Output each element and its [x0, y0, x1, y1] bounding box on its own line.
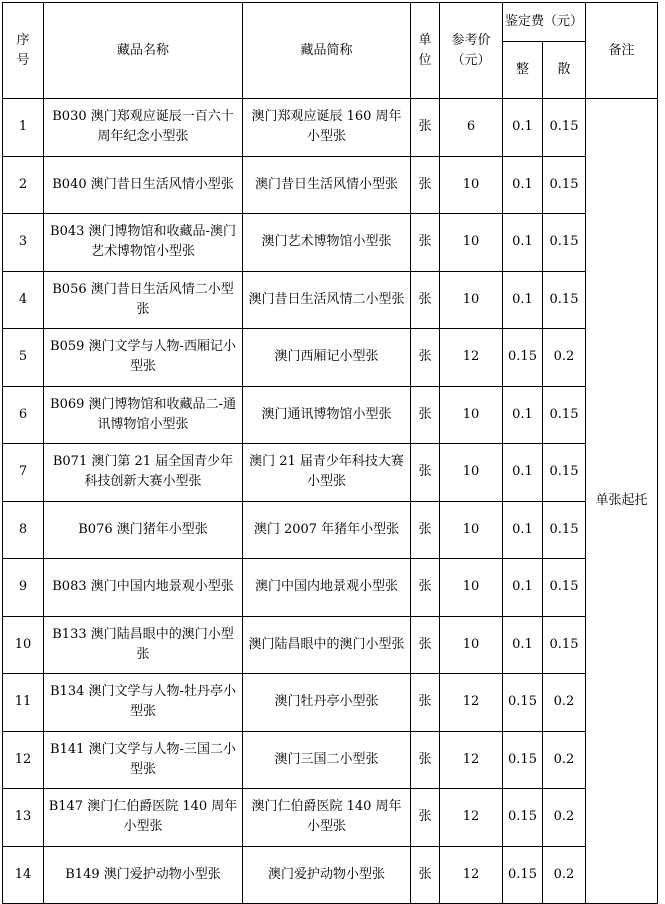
cell-unit: 张 [411, 156, 440, 214]
cell-name: B141 澳门文学与人物-三国二小型张 [44, 731, 243, 789]
cell-fee-loose: 0.15 [543, 214, 586, 272]
cell-fee-whole: 0.15 [503, 731, 543, 789]
cell-seq: 1 [3, 99, 44, 157]
table-row [3, 99, 658, 157]
cell-short: 澳门牡丹亭小型张 [243, 674, 411, 732]
cell-seq: 7 [3, 444, 44, 502]
cell-fee-whole: 0.1 [503, 214, 543, 272]
cell-unit: 张 [411, 386, 440, 444]
cell-name: B030 澳门郑观应诞辰一百六十周年纪念小型张 [44, 99, 243, 157]
collection-fee-table [2, 2, 658, 904]
table-row [3, 156, 658, 214]
cell-price: 6 [440, 99, 503, 157]
cell-fee-whole: 0.1 [503, 559, 543, 617]
cell-short: 澳门爱护动物小型张 [243, 846, 411, 904]
cell-name: B043 澳门博物馆和收藏品-澳门艺术博物馆小型张 [44, 214, 243, 272]
cell-seq: 4 [3, 271, 44, 329]
cell-fee-loose: 0.15 [543, 271, 586, 329]
table-row [3, 386, 658, 444]
cell-seq: 10 [3, 616, 44, 674]
cell-price: 10 [440, 214, 503, 272]
cell-name: B147 澳门仁伯爵医院 140 周年小型张 [44, 789, 243, 847]
cell-fee-whole: 0.1 [503, 99, 543, 157]
cell-price: 10 [440, 501, 503, 559]
cell-short: 澳门通讯博物馆小型张 [243, 386, 411, 444]
header-remark: 备注 [586, 3, 658, 99]
cell-price: 10 [440, 559, 503, 617]
cell-name: B149 澳门爱护动物小型张 [44, 846, 243, 904]
cell-fee-loose: 0.15 [543, 501, 586, 559]
cell-name: B083 澳门中国内地景观小型张 [44, 559, 243, 617]
cell-fee-whole: 0.1 [503, 386, 543, 444]
cell-price: 10 [440, 271, 503, 329]
table-row [3, 616, 658, 674]
cell-price: 12 [440, 731, 503, 789]
cell-short: 澳门郑观应诞辰 160 周年小型张 [243, 99, 411, 157]
cell-seq: 6 [3, 386, 44, 444]
cell-fee-whole: 0.1 [503, 156, 543, 214]
cell-unit: 张 [411, 329, 440, 387]
header-seq: 序号 [3, 3, 44, 99]
cell-fee-loose: 0.2 [543, 789, 586, 847]
table-row [3, 674, 658, 732]
table-row [3, 789, 658, 847]
header-name: 藏品名称 [44, 3, 243, 99]
cell-name: B069 澳门博物馆和收藏品二-通讯博物馆小型张 [44, 386, 243, 444]
table-row [3, 329, 658, 387]
table-row [3, 501, 658, 559]
cell-unit: 张 [411, 846, 440, 904]
header-row-1 [3, 3, 658, 42]
cell-price: 10 [440, 156, 503, 214]
header-fee: 鉴定费（元） [503, 3, 586, 42]
cell-fee-loose: 0.2 [543, 329, 586, 387]
table-row [3, 559, 658, 617]
cell-short: 澳门 2007 年猪年小型张 [243, 501, 411, 559]
cell-name: B133 澳门陆昌眼中的澳门小型张 [44, 616, 243, 674]
cell-fee-whole: 0.15 [503, 789, 543, 847]
cell-unit: 张 [411, 501, 440, 559]
cell-name: B071 澳门第 21 届全国青少年科技创新大赛小型张 [44, 444, 243, 502]
cell-fee-whole: 0.15 [503, 329, 543, 387]
header-whole: 整 [503, 42, 543, 99]
header-loose: 散 [543, 42, 586, 99]
cell-seq: 5 [3, 329, 44, 387]
cell-price: 10 [440, 444, 503, 502]
cell-unit: 张 [411, 616, 440, 674]
cell-name: B134 澳门文学与人物-牡丹亭小型张 [44, 674, 243, 732]
cell-seq: 13 [3, 789, 44, 847]
cell-seq: 9 [3, 559, 44, 617]
header-short: 藏品简称 [243, 3, 411, 99]
cell-name: B040 澳门昔日生活风情小型张 [44, 156, 243, 214]
table-row [3, 731, 658, 789]
cell-unit: 张 [411, 271, 440, 329]
cell-fee-loose: 0.15 [543, 156, 586, 214]
cell-price: 10 [440, 386, 503, 444]
cell-short: 澳门艺术博物馆小型张 [243, 214, 411, 272]
cell-fee-loose: 0.15 [543, 386, 586, 444]
cell-seq: 14 [3, 846, 44, 904]
cell-unit: 张 [411, 559, 440, 617]
cell-price: 12 [440, 674, 503, 732]
cell-price: 10 [440, 616, 503, 674]
cell-seq: 8 [3, 501, 44, 559]
cell-fee-whole: 0.15 [503, 846, 543, 904]
cell-price: 12 [440, 789, 503, 847]
cell-short: 澳门仁伯爵医院 140 周年小型张 [243, 789, 411, 847]
cell-seq: 11 [3, 674, 44, 732]
cell-unit: 张 [411, 789, 440, 847]
cell-unit: 张 [411, 674, 440, 732]
table-row [3, 846, 658, 904]
cell-price: 12 [440, 329, 503, 387]
cell-short: 澳门陆昌眼中的澳门小型张 [243, 616, 411, 674]
cell-short: 澳门昔日生活风情二小型张 [243, 271, 411, 329]
cell-remark: 单张起托 [586, 99, 658, 904]
cell-fee-whole: 0.1 [503, 501, 543, 559]
cell-fee-loose: 0.15 [543, 444, 586, 502]
cell-fee-whole: 0.1 [503, 444, 543, 502]
cell-fee-loose: 0.2 [543, 731, 586, 789]
table-row [3, 444, 658, 502]
header-price: 参考价（元） [440, 3, 503, 99]
cell-short: 澳门西厢记小型张 [243, 329, 411, 387]
cell-seq: 2 [3, 156, 44, 214]
cell-short: 澳门昔日生活风情小型张 [243, 156, 411, 214]
table-row [3, 214, 658, 272]
cell-name: B076 澳门猪年小型张 [44, 501, 243, 559]
cell-fee-whole: 0.15 [503, 674, 543, 732]
cell-unit: 张 [411, 214, 440, 272]
cell-seq: 12 [3, 731, 44, 789]
cell-unit: 张 [411, 731, 440, 789]
cell-unit: 张 [411, 444, 440, 502]
table-row [3, 271, 658, 329]
cell-fee-whole: 0.1 [503, 616, 543, 674]
cell-fee-loose: 0.15 [543, 99, 586, 157]
cell-price: 12 [440, 846, 503, 904]
cell-fee-loose: 0.2 [543, 846, 586, 904]
cell-short: 澳门中国内地景观小型张 [243, 559, 411, 617]
header-unit: 单位 [411, 3, 440, 99]
cell-fee-loose: 0.15 [543, 559, 586, 617]
cell-name: B056 澳门昔日生活风情二小型张 [44, 271, 243, 329]
cell-fee-loose: 0.15 [543, 616, 586, 674]
cell-short: 澳门 21 届青少年科技大赛小型张 [243, 444, 411, 502]
cell-name: B059 澳门文学与人物-西厢记小型张 [44, 329, 243, 387]
cell-fee-loose: 0.2 [543, 674, 586, 732]
cell-seq: 3 [3, 214, 44, 272]
cell-fee-whole: 0.1 [503, 271, 543, 329]
cell-short: 澳门三国二小型张 [243, 731, 411, 789]
cell-unit: 张 [411, 99, 440, 157]
